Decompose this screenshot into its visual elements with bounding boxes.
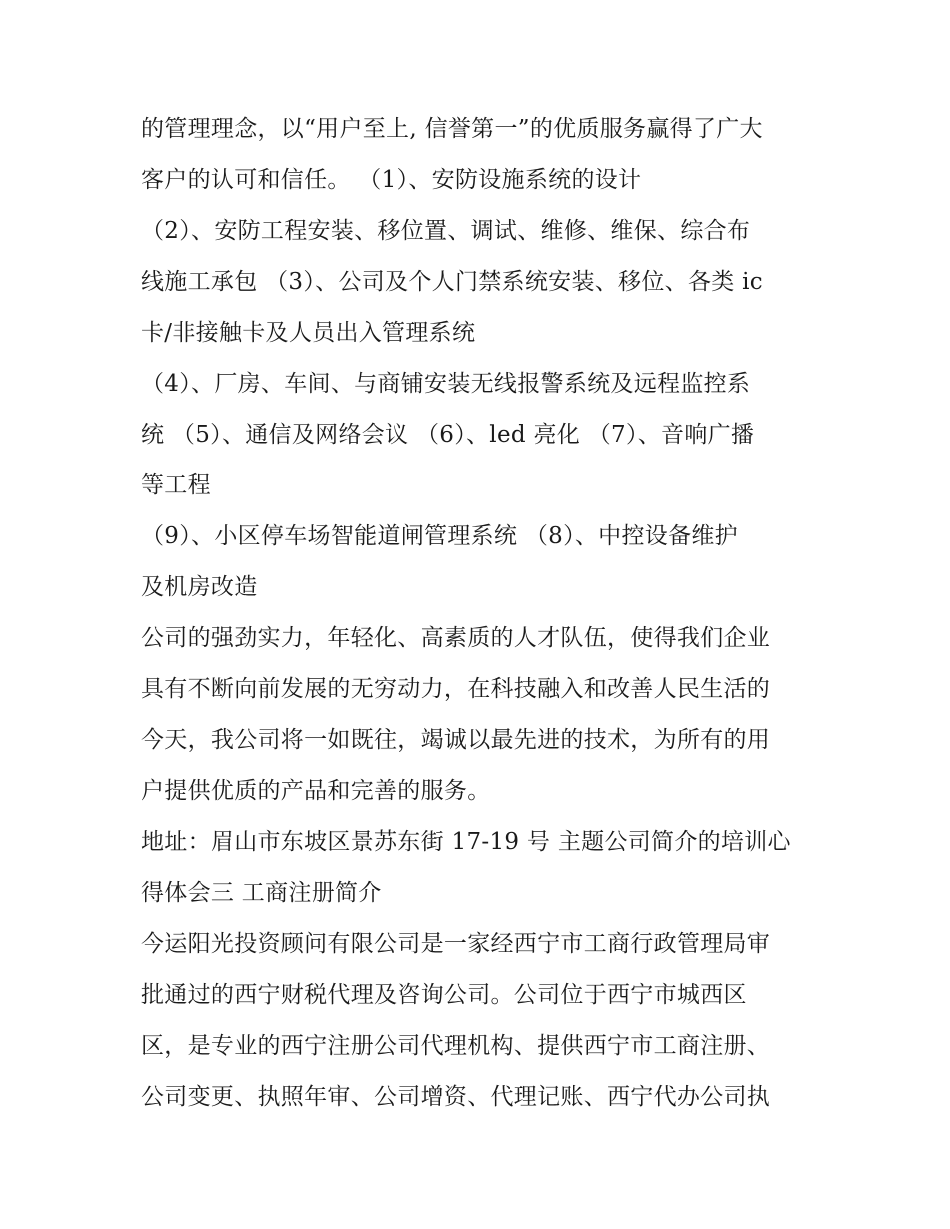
text-line: 户提供优质的产品和完善的服务。 [141,778,491,804]
text-line: 等工程 [141,472,211,498]
text-line: 卡/非接触卡及人员出入管理系统 [141,320,476,346]
text-line: 今天，我公司将一如既往，竭诚以最先进的技术，为所有的用 [141,727,771,753]
text-line: 具有不断向前发展的无穷动力，在科技融入和改善人民生活的 [141,676,771,702]
text-line: 统 （5）、通信及网络会议 （6）、led 亮化 （7）、音响广播 [141,422,755,448]
text-line: 今运阳光投资顾问有限公司是一家经西宁市工商行政管理局审 [141,931,771,957]
text-line: 线施工承包 （3）、公司及个人门禁系统安装、移位、各类 ic [141,269,763,295]
text-line: 及机房改造 [141,574,258,600]
text-line: 公司的强劲实力，年轻化、高素质的人才队伍，使得我们企业 [141,625,771,651]
text-line: 客户的认可和信任。 （1）、安防设施系统的设计 [141,167,642,193]
text-line: （9）、小区停车场智能道闸管理系统 （8）、中控设备维护 [141,523,738,549]
text-line: 区，是专业的西宁注册公司代理机构、提供西宁市工商注册、 [141,1033,771,1059]
text-line: （4）、厂房、车间、与商铺安装无线报警系统及远程监控系 [141,371,751,397]
text-line: 地址：眉山市东坡区景苏东街 17-19 号 主题公司简介的培训心 [141,829,791,855]
text-line: 公司变更、执照年审、公司增资、代理记账、西宁代办公司执 [141,1084,771,1110]
text-line: 批通过的西宁财税代理及咨询公司。公司位于西宁市城西区 [141,982,747,1008]
text-line: 的管理理念，以“用户至上, 信誉第一”的优质服务赢得了广大 [141,116,763,142]
text-line: 得体会三 工商注册简介 [141,880,382,906]
text-line: （2）、安防工程安装、移位置、调试、维修、维保、综合布 [141,218,751,244]
